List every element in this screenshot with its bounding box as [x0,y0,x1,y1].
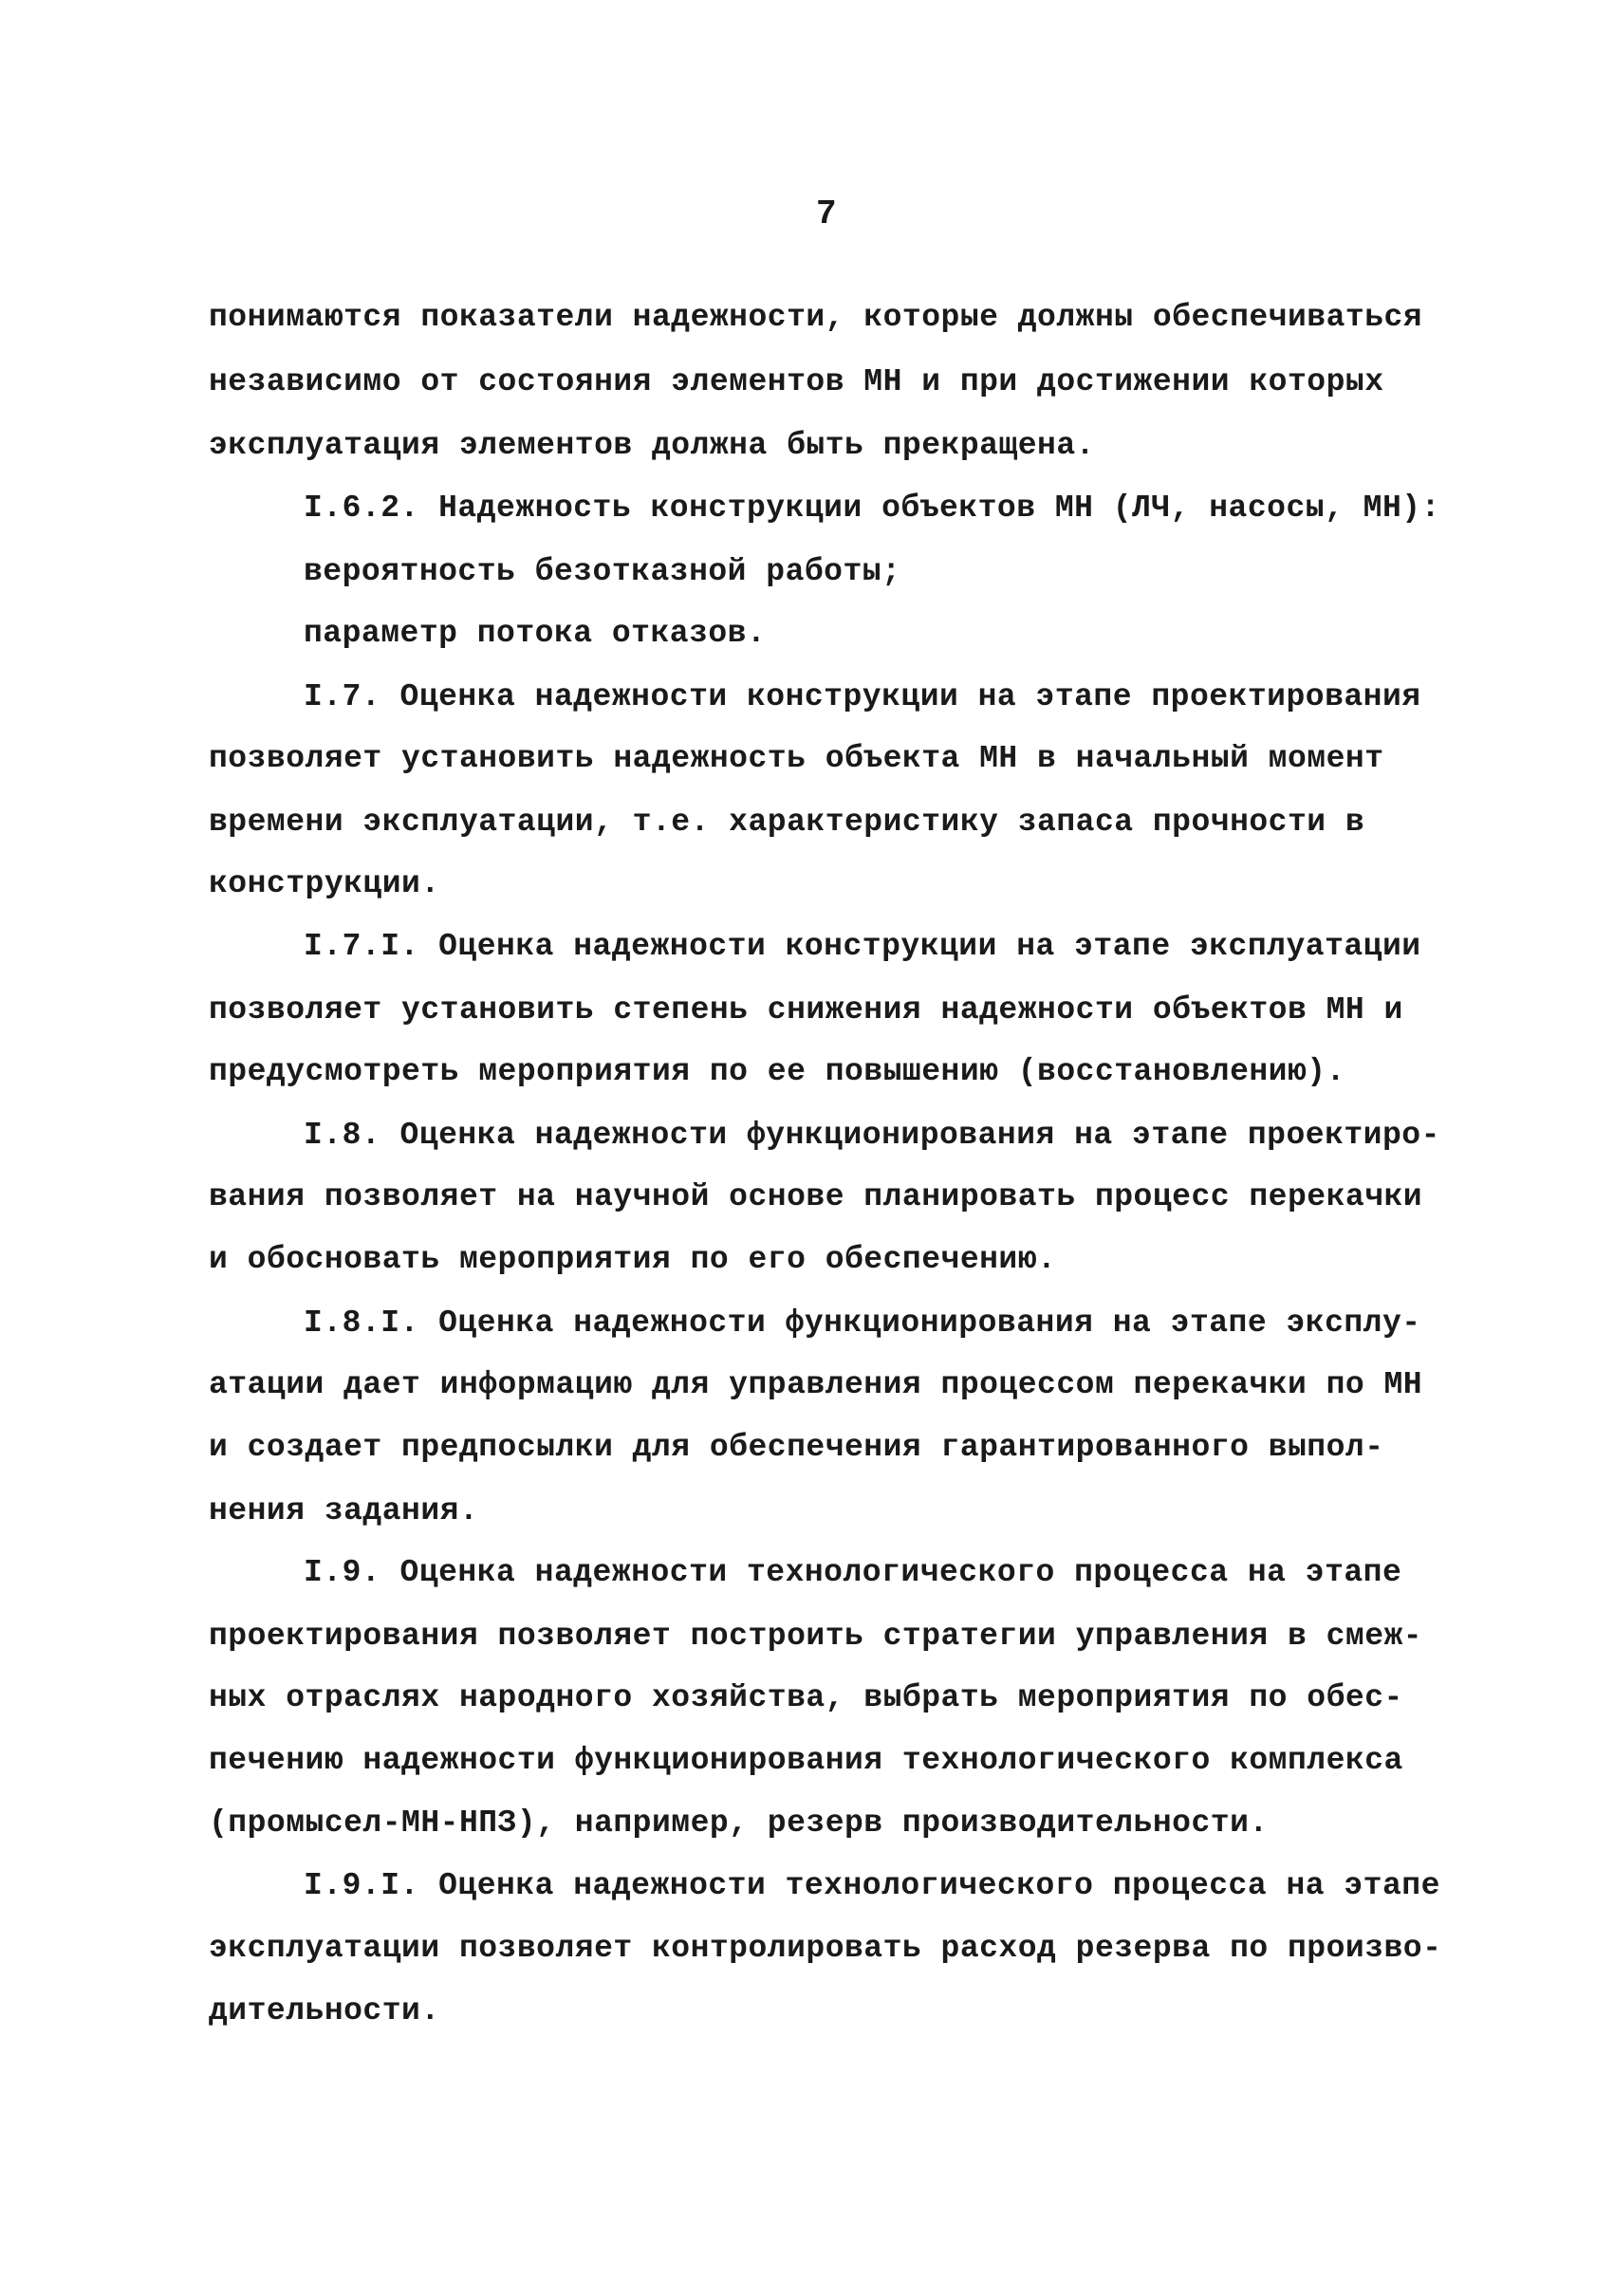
text-line: конструкции. [209,866,440,901]
text-line: времени эксплуатации, т.е. характеристику запаса прочности в [209,805,1365,840]
text-line: I.8. Оценка надежности функционирования на этапе проектиро- [304,1118,1440,1153]
text-line: I.6.2. Надежность конструкции объектов МН (ЛЧ, насосы, МН): [304,491,1440,526]
text-line: ных отраслях народного хозяйства, выбрать мероприятия по обес- [209,1680,1403,1715]
text-line: I.9. Оценка надежности технологического процесса на этапе [304,1555,1402,1590]
text-line: вероятность безотказной работы; [304,554,901,589]
text-line: I.7.I. Оценка надежности конструкции на этапе эксплуатации [304,929,1421,964]
text-line: эксплуатации позволяет контролировать расход резерва по произво- [209,1931,1442,1966]
page-number: 7 [816,194,837,233]
text-line: и обосновать мероприятия по его обеспечению. [209,1242,1057,1277]
text-line: параметр потока отказов. [304,616,767,651]
text-line: и создает предпосылки для обеспечения гарантированного выпол- [209,1430,1384,1465]
text-line: позволяет установить степень снижения надежности объектов МН и [209,992,1403,1028]
text-line: печению надежности функционирования технологического комплекса [209,1743,1403,1778]
text-line: дительности. [209,1993,440,2028]
text-line: проектирования позволяет построить стратегии управления в смеж- [209,1619,1423,1654]
text-line: I.8.I. Оценка надежности функционирования на этапе эксплу- [304,1305,1421,1341]
text-line: нения задания. [209,1493,479,1528]
text-line: атации дает информацию для управления процессом перекачки по МН [209,1367,1423,1402]
text-line: независимо от состояния элементов МН и при достижении которых [209,364,1384,399]
text-line: вания позволяет на научной основе планировать процесс перекачки [209,1179,1423,1214]
text-line: предусмотреть мероприятия по ее повышению (восстановлению). [209,1054,1345,1089]
text-line: эксплуатация элементов должна быть прекращена. [209,428,1095,463]
text-line: (промысел-МН-НПЗ), например, резерв производительности. [209,1805,1269,1841]
text-line: позволяет установить надежность объекта МН в начальный момент [209,741,1384,776]
text-line: I.7. Оценка надежности конструкции на этапе проектирования [304,679,1421,714]
text-line: I.9.I. Оценка надежности технологического процесса на этапе [304,1868,1440,1903]
text-line: понимаются показатели надежности, которые должны обеспечиваться [209,300,1423,335]
